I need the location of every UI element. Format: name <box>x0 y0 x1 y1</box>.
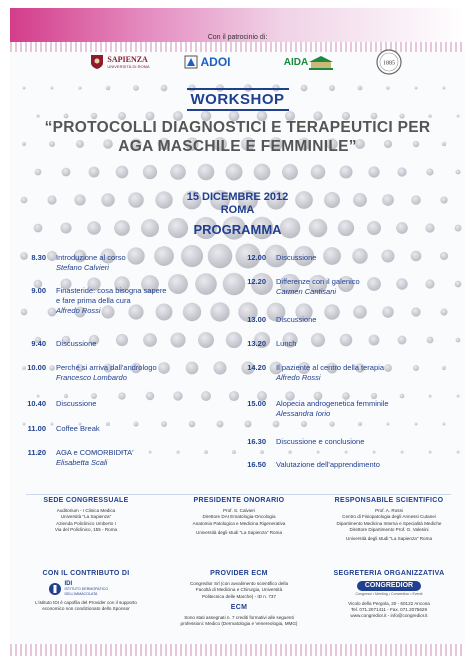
ecm-line: Sono stati assegnati n. 7 crediti formativi alle seguenti <box>184 615 294 621</box>
program-topic: Il paziente al centro della terapia <box>276 363 384 372</box>
responsabile-line: Centro di Fisiopatologia degli Annessi Cutanei <box>342 514 436 520</box>
program-time: 8.30 <box>31 253 46 262</box>
program-time: 9.00 <box>31 286 46 295</box>
background-dot <box>368 166 379 177</box>
patrocinio-label: Con il patrocinio di: <box>207 34 268 41</box>
segreteria-line: Vicolo della Pergola, 20 - 60122 Ancona <box>348 600 430 606</box>
sede-line: Via del Policlinico, 155 - Roma <box>54 526 118 532</box>
footer-divider <box>26 494 451 495</box>
sponsor-logos <box>80 46 410 80</box>
sede-line: Università "La Sapienza" <box>60 514 112 520</box>
workshop-title: “PROTOCOLLI DIAGNOSTICI E TERAPEUTICI PER AGA MASCHILE E FEMMINILE” <box>44 119 431 155</box>
background-dot <box>213 361 226 374</box>
presidente-header: PRESIDENTE ONORARIO <box>193 497 285 504</box>
background-dot <box>62 168 71 177</box>
program-time: 11.20 <box>27 448 46 457</box>
program-body <box>56 424 206 434</box>
program-body <box>276 277 426 297</box>
aida-building-icon <box>308 54 334 70</box>
background-dot <box>311 165 326 180</box>
program-topic: Differenze con il galenico <box>276 277 360 286</box>
aida-logo <box>276 46 342 78</box>
idi-sub: ISTITUTO DERMOPATICO DELL'IMMACOLATA <box>64 587 109 596</box>
background-dot <box>457 395 460 398</box>
adoi-name: ADOI <box>200 55 231 69</box>
idi-emblem-icon <box>48 582 62 596</box>
program-body <box>276 253 426 263</box>
event-city: ROMA <box>220 204 255 216</box>
idi-name: IDI <box>64 581 73 588</box>
background-dot <box>397 167 406 176</box>
aida-name: AIDA <box>283 56 309 68</box>
program-body <box>276 315 426 325</box>
program-item <box>10 448 206 468</box>
background-dot <box>260 450 264 454</box>
background-dot <box>440 308 447 315</box>
program-item <box>10 399 206 409</box>
program-time: 9.40 <box>31 339 46 348</box>
program-topic: Perché si arriva dall'andrologo <box>56 363 157 372</box>
program-body <box>276 437 426 447</box>
sede-line: Azienda Policlinico Umberto I <box>56 520 116 526</box>
program-time: 15.00 <box>247 399 266 408</box>
provider-line: Congredior Srl (con avvalimento scientifico della <box>189 581 289 587</box>
background-dot <box>288 450 291 453</box>
background-dot <box>358 422 362 426</box>
program-topic: Discussione <box>56 339 97 348</box>
responsabile-line: Direttore Dipartimento Prof. G. Valesini <box>349 526 429 532</box>
program-speaker: Elisabetta Scali <box>56 458 108 467</box>
background-dot <box>401 451 404 454</box>
program-body <box>56 363 206 383</box>
program-item <box>230 399 426 419</box>
program-time: 14.20 <box>247 363 266 372</box>
congredior-name: CONGREDIOR <box>357 581 421 591</box>
background-dot <box>457 115 460 118</box>
background-dot <box>116 166 129 179</box>
contributo-section <box>16 571 156 613</box>
adoi-logo <box>176 46 238 78</box>
sapienza-name: SAPIENZA <box>107 55 148 64</box>
background-dot <box>89 167 100 178</box>
responsabile-line: Prof. A. Rossi <box>375 508 403 514</box>
background-dot <box>232 450 236 454</box>
background-dot <box>373 451 376 454</box>
program-topic: AGA e COMORBIDITA' <box>56 448 134 457</box>
program-item <box>230 437 426 447</box>
program-time: 13.20 <box>247 339 266 348</box>
background-dot <box>427 337 434 344</box>
program-item <box>230 253 426 263</box>
background-dot <box>425 279 434 288</box>
program-body <box>276 399 426 419</box>
provider-header: PROVIDER ECM <box>210 570 268 577</box>
program-item <box>230 315 426 325</box>
program-topic: Discussione <box>276 253 317 262</box>
background-dot <box>64 394 68 398</box>
bottom-stripes <box>10 644 465 656</box>
responsabile-line: Università degli studi "La Sapienza" Roma <box>346 536 432 542</box>
program-time: 10.40 <box>27 399 46 408</box>
idi-logo <box>16 581 156 596</box>
presidente-line: Anatomia Patologica e Medicina Rigenerativa <box>192 520 286 526</box>
workshop-heading <box>10 88 465 111</box>
program-speaker: Carmen Cantisani <box>276 287 337 296</box>
sede-section <box>16 498 156 533</box>
program-item <box>10 286 206 316</box>
presidente-section <box>165 498 313 536</box>
program-speaker: Alfredo Rossi <box>276 373 321 382</box>
responsabile-header: RESPONSABILE SCIENTIFICO <box>334 497 444 504</box>
sapienza-logo <box>80 46 160 78</box>
program-topic: Finasteride: cosa bisogna sapere <box>56 286 167 295</box>
program-body <box>276 339 426 349</box>
background-dot <box>442 366 446 370</box>
ecm-header: ECM <box>230 603 248 611</box>
ecm-line: professioni: Medico (Dermatologia e Venereologia, MMG) <box>180 621 298 627</box>
program-time: 13.00 <box>247 315 266 324</box>
program-topic: e fare prima della cura <box>56 296 131 305</box>
sapienza-crest-icon <box>90 54 104 70</box>
program-speaker: Francesco Lombardo <box>56 373 127 382</box>
program-time: 16.30 <box>247 437 266 446</box>
poster <box>10 8 465 656</box>
program-speaker: Stefano Calvieri <box>56 263 109 272</box>
background-dot <box>210 302 229 321</box>
responsabile-line: Dipartimento Medicina Interna e Specialità Mediche <box>336 520 442 526</box>
background-dot <box>254 164 271 181</box>
background-dot <box>226 164 243 181</box>
segreteria-line: www.congredior.it - info@congredior.it <box>350 613 428 619</box>
program-item <box>10 424 206 434</box>
presidente-line: Prof. S. Calvieri <box>223 508 255 514</box>
programma-heading: PROGRAMMA <box>193 222 282 237</box>
background-dot <box>282 164 298 180</box>
background-dot <box>245 421 252 428</box>
program-topic: Coffee Break <box>56 424 100 433</box>
segreteria-section <box>316 571 462 619</box>
program-item <box>230 277 426 297</box>
background-dot <box>443 423 446 426</box>
seal-year: 1885 <box>383 60 395 67</box>
background-dot <box>273 421 280 428</box>
workshop-label: WORKSHOP <box>187 88 289 111</box>
background-dot <box>455 169 460 174</box>
event-date-block <box>10 191 465 217</box>
background-dot <box>456 338 461 343</box>
background-dot <box>329 421 334 426</box>
program-speaker: Alfredo Rossi <box>56 306 101 315</box>
background-dot <box>428 394 431 397</box>
background-dot <box>217 421 224 428</box>
responsabile-section <box>316 498 462 542</box>
background-dot <box>208 244 233 269</box>
background-dot <box>143 165 157 179</box>
background-dot <box>35 169 42 176</box>
background-dot <box>440 252 448 260</box>
background-dot <box>37 395 40 398</box>
contributo-line: L'istituto IDI è capofila del Provider con il supporto <box>35 600 137 606</box>
program-topic: Discussione e conclusione <box>276 437 365 446</box>
background-dot <box>317 451 320 454</box>
background-dot <box>429 451 432 454</box>
program-item <box>10 339 206 349</box>
program-speaker: Alessandra Iorio <box>276 409 331 418</box>
program-item <box>10 363 206 383</box>
adoi-emblem-icon <box>184 54 198 70</box>
program-topic: Lunch <box>276 339 297 348</box>
program-time: 12.00 <box>247 253 266 262</box>
event-date: 15 DICEMBRE 2012 <box>186 191 289 203</box>
program-body <box>56 448 206 468</box>
program-time: 12.20 <box>247 277 266 286</box>
program-time: 16.50 <box>247 460 266 469</box>
program-item <box>230 363 426 383</box>
program-topic: Alopecia androgenetica femminile <box>276 399 389 408</box>
background-dot <box>455 281 462 288</box>
program-body <box>56 399 206 409</box>
presidente-line: Università degli studi "La Sapienza" Roma <box>196 529 282 535</box>
background-dot <box>170 164 186 180</box>
program-body <box>276 363 426 383</box>
background-dot <box>457 451 460 454</box>
provider-line: Politecnica delle Marche) - ID n. 737 <box>201 593 277 599</box>
program-time: 11.00 <box>27 424 46 433</box>
sede-header: SEDE CONGRESSUALE <box>43 497 129 504</box>
congredior-logo <box>316 581 462 597</box>
background-dot <box>426 168 433 175</box>
provider-line: Facoltà di Medicina e Chirurgia, Università <box>195 587 283 593</box>
segreteria-header: SEGRETERIA ORGANIZZATIVA <box>333 570 445 577</box>
program-topic: Discussione <box>56 399 97 408</box>
seal-emblem-icon <box>375 48 403 76</box>
background-dot <box>345 451 348 454</box>
segreteria-line: Tel. 071.2071411 - Fax. 071.2075629 <box>350 606 428 612</box>
background-dot <box>198 164 215 181</box>
congredior-sub: Congressi • Meeting • Convention • Eventi <box>355 592 423 597</box>
seal-logo <box>372 46 406 78</box>
program-item <box>10 253 206 273</box>
program-body <box>56 339 206 349</box>
program-item <box>230 460 426 470</box>
program-item <box>230 339 426 349</box>
sede-line: Auditorium - I Clinica Medica <box>56 508 116 514</box>
sapienza-sub: UNIVERSITÀ DI ROMA <box>107 64 150 69</box>
background-dot <box>400 394 405 399</box>
program-topic: Valutazione dell'apprendimento <box>276 460 380 469</box>
contributo-header: CON IL CONTRIBUTO DI <box>42 570 130 577</box>
program-body <box>56 286 206 316</box>
presidente-line: Direttore DAI Ematologia-Oncologia <box>202 514 276 520</box>
background-dot <box>22 142 26 146</box>
program-body <box>56 253 206 273</box>
program-topic: Discussione <box>276 315 317 324</box>
contributo-line: economico non condizionato dello Sponsor <box>42 606 130 612</box>
background-dot <box>386 422 389 425</box>
program-topic: Introduzione al corso <box>56 253 126 262</box>
background-dot <box>301 421 307 427</box>
provider-section <box>160 571 318 627</box>
program-time: 10.00 <box>27 363 46 372</box>
background-dot <box>339 165 352 178</box>
background-dot <box>415 423 418 426</box>
program-body <box>276 460 426 470</box>
